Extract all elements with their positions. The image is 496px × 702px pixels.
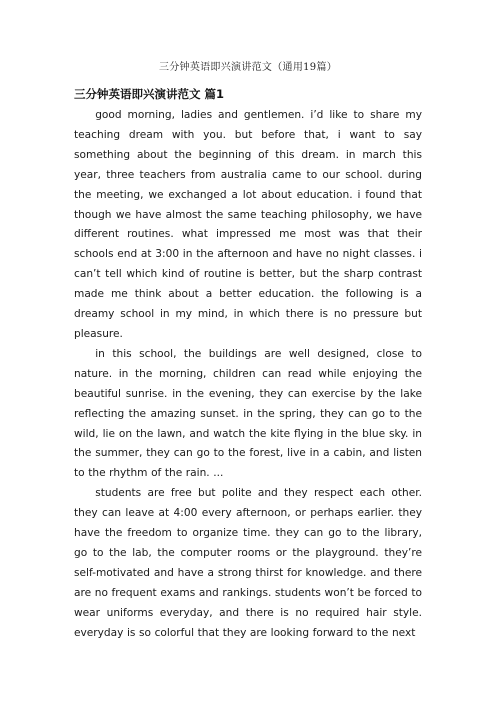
paragraph-2: in this school, the buildings are well designed, close to nature. in the morning, children can read while enjoying the beautiful sunrise. in the evening, they can exercise by the lake reflecting the amazing sunset. in the spring, they can go to the wild, lie on the lawn, and watch the kite flying in the blue sky. in the summer, they can go to the forest, live in a cabin, and listen to the rhythm of the rain. ...: [74, 347, 422, 480]
document-body: [74, 86, 422, 643]
paragraph-3: students are free but polite and they respect each other. they can leave at 4:00 every afternoon, or perhaps earlier. they have the freedom to organize time. they can go to the library, go to the lab, the computer rooms or the playground. they’re self-motivated and have a strong thirst for knowledge. and there are no frequent exams and rankings. students won’t be forced to wear uniforms everyday, and there is no required hair style. everyday is so colorful that they are looking forward to the next: [74, 487, 422, 639]
section-title: 三分钟英语即兴演讲范文 篇1: [74, 87, 225, 101]
paragraph-1: good morning, ladies and gentlemen. i’d like to share my teaching dream with you. but before that, i want to say something about the beginning of this dream. in march this year, three teachers from australia came to our school. during the meeting, we exchanged a lot about education. i found that though we have almost the same teaching philosophy, we have different routines. what impressed me most was that their schools end at 3:00 in the afternoon and have no night classes. i can’t tell which kind of routine is better, but the sharp contrast made me think about a better education. the following is a dreamy school in my mind, in which there is no pressure but pleasure.: [74, 109, 422, 340]
running-header: 三分钟英语即兴演讲范文（通用19篇）: [158, 62, 338, 73]
